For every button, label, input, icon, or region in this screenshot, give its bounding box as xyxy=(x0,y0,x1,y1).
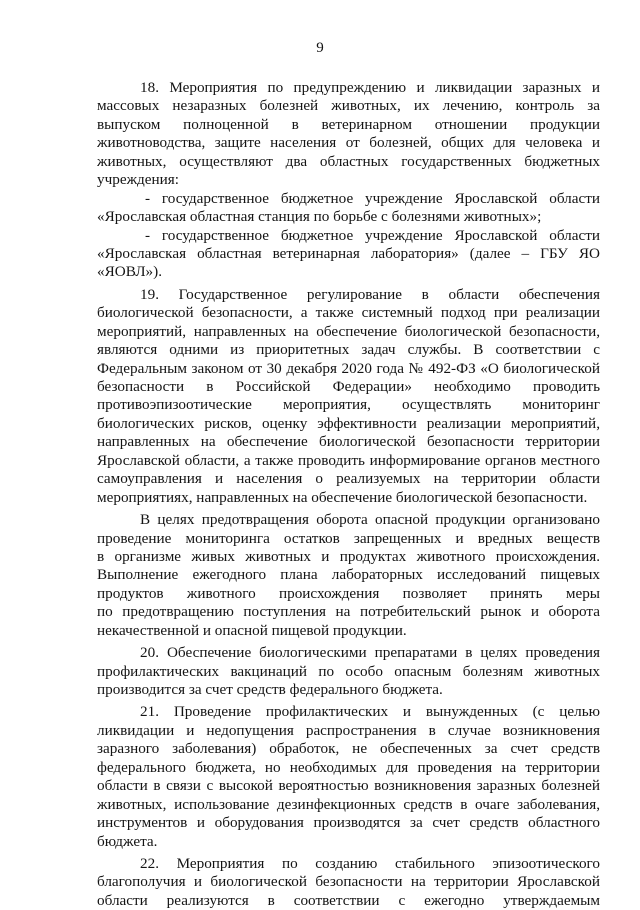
text-line: Ярославской области, а также проводить информирование органов местного xyxy=(97,451,600,469)
text-line: заразного заболевания) обработок, не обеспеченных за счет средств xyxy=(97,740,600,758)
text-line: по предотвращению поступления на потребительский рынок и оборота xyxy=(97,603,600,621)
text-line: 19. Государственное регулирование в области обеспечения xyxy=(140,285,600,303)
text-line: В целях предотвращения оборота опасной продукции организовано xyxy=(140,511,600,529)
text-line: направленных на обеспечение биологической безопасности территории xyxy=(97,433,600,451)
text-line: «ЯОВЛ»). xyxy=(97,263,162,281)
text-line: области в связи с высокой вероятностью возникновения заразных болезней xyxy=(97,777,600,795)
text-line: учреждения: xyxy=(97,171,179,189)
paragraph-p19 xyxy=(97,286,600,507)
paragraph-p18 xyxy=(97,79,600,190)
text-line: животных, осуществляют два областных государственных бюджетных xyxy=(97,152,600,170)
text-line: профилактических вакцинаций по особо опасным болезням животных xyxy=(97,662,600,680)
text-line: области реализуются в соответствии с ежегодно утверждаемым xyxy=(97,891,600,909)
text-line: Федеральным законом от 30 декабря 2020 года № 492-ФЗ «О биологической xyxy=(97,359,600,377)
text-line: производится за счет средств федерального бюджета. xyxy=(97,681,443,698)
text-line: мероприятиях, направленных на обеспечение биологической безопасности. xyxy=(97,488,588,506)
text-line: - государственное бюджетное учреждение Ярославской области xyxy=(145,189,600,207)
text-line: мероприятий, направленных на обеспечение биологической безопасности, xyxy=(97,322,600,340)
text-line: благополучия и биологической безопасности на территории Ярославской xyxy=(97,873,600,891)
text-line: бюджета. xyxy=(97,832,158,850)
text-line: продуктов животного происхождения позволяет принять меры xyxy=(97,584,600,602)
text-line: «Ярославская областная станция по борьбе с болезнями животных»; xyxy=(97,208,542,226)
text-line: ликвидации и недопущения распространения в случае возникновения xyxy=(97,721,600,739)
text-line: - государственное бюджетное учреждение Ярославской области xyxy=(145,226,600,244)
text-line: массовых незаразных болезней животных, их лечению, контроль за xyxy=(97,97,600,115)
paragraph-p20 xyxy=(97,644,600,699)
text-line: «Ярославская областная ветеринарная лаборатория» (далее – ГБУ ЯО xyxy=(97,244,600,262)
text-line: биологической безопасности, а также системный подход при реализации xyxy=(97,304,600,322)
text-line: некачественной и опасной пищевой продукции. xyxy=(97,621,407,639)
paragraph-p18a xyxy=(97,190,600,227)
text-line: животных, использование дезинфекционных средств в очаге заболевания, xyxy=(97,795,600,813)
document-body xyxy=(97,79,600,910)
text-line: 20. Обеспечение биологическими препаратами в целях проведения xyxy=(140,644,600,662)
paragraph-p18b xyxy=(97,227,600,282)
text-line: безопасности в Российской Федерации» необходимо проводить xyxy=(97,378,600,395)
text-line: федерального бюджета, но необходимых для проведения на территории xyxy=(97,758,600,776)
text-line: проведение мониторинга остатков запрещенных и вредных веществ xyxy=(97,529,600,547)
text-line: инструментов и оборудования производятся за счет средств областного xyxy=(97,814,600,832)
text-line: самоуправления и населения о реализуемых на территории области xyxy=(97,470,600,488)
text-line: противоэпизоотические мероприятия, осуществлять мониторинг xyxy=(97,396,600,414)
page-number: 9 xyxy=(316,40,324,56)
text-line: являются одними из приоритетных задач службы. В соответствии с xyxy=(97,341,600,359)
paragraph-p21 xyxy=(97,703,600,851)
text-line: Выполнение ежегодного плана лабораторных исследований пищевых xyxy=(97,566,600,584)
text-line: в организме живых животных и продуктах животного происхождения. xyxy=(97,547,600,565)
text-line: 18. Мероприятия по предупреждению и ликвидации заразных и xyxy=(140,79,600,96)
text-line: 22. Мероприятия по созданию стабильного эпизоотического xyxy=(140,854,600,872)
text-line: выпуском полноценной в ветеринарном отношении продукции xyxy=(97,115,600,133)
paragraph-p22 xyxy=(97,855,600,910)
text-line: животноводства, защите населения от болезней, общих для человека и xyxy=(97,134,600,152)
paragraph-p19b xyxy=(97,511,600,640)
text-line: биологических рисков, оценку эффективности реализации мероприятий, xyxy=(97,414,600,432)
text-line: 21. Проведение профилактических и вынужденных (с целью xyxy=(140,703,600,721)
